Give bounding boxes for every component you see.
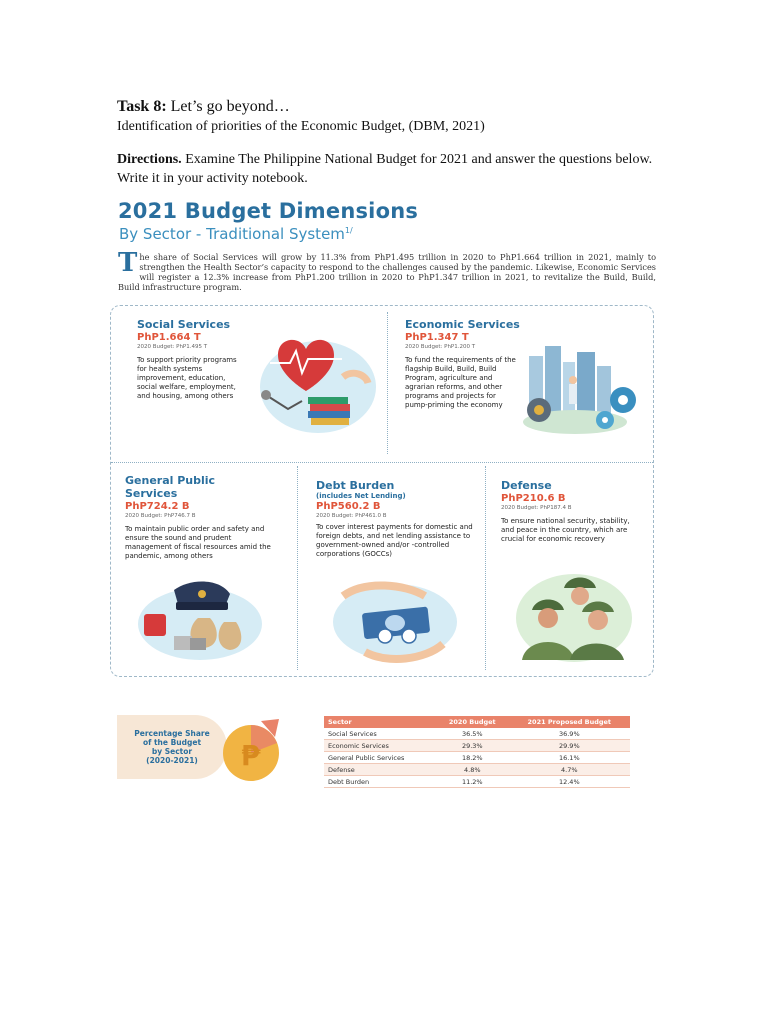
divider	[111, 462, 653, 463]
table-cell: 29.9%	[509, 740, 630, 752]
card-prev-budget: 2020 Budget: PhP1.200 T	[405, 344, 476, 350]
card-amount: PhP1.664 T	[137, 332, 201, 343]
card-amount: PhP1.347 T	[405, 332, 469, 343]
table-cell: 12.4%	[509, 776, 630, 788]
task-title: Task 8: Let’s go beyond…	[117, 98, 290, 115]
infrastructure-illustration	[515, 340, 647, 440]
card-amount: PhP560.2 B	[316, 501, 381, 512]
table-cell: 36.9%	[509, 728, 630, 740]
card-title: Debt Burden	[316, 479, 395, 492]
table-cell: Economic Services	[324, 740, 436, 752]
card-description: To support priority programs for health systems improvement, education, social welfare, employment, and housing, among others	[137, 356, 237, 400]
infographic-intro: The share of Social Services will grow by 11.3% from PhP1.495 trillion in 2020 to PhP1.664 trillion in 2021, mainly to strengthen the Health Sector’s capacity to respond to the challenges caused by the pandemic. Likewise, Economic Services will register a 12.3% increase from PhP1.200 trillion in 2020 to PhP1.347 trillion in 2021, to revitalize the Build, Build, Build infrastructure program.	[118, 248, 656, 292]
card-title: Social Services	[137, 318, 231, 331]
table-cell: 4.7%	[509, 764, 630, 776]
peso-coin-icon	[221, 715, 283, 787]
card-title: Economic Services	[405, 318, 520, 331]
money-hands-illustration	[325, 580, 465, 665]
percentage-share-block	[117, 715, 282, 787]
table-cell: Debt Burden	[324, 776, 436, 788]
divider	[297, 466, 298, 670]
health-education-illustration	[248, 325, 378, 440]
table-row	[324, 728, 630, 740]
card-general-public-services	[125, 474, 285, 561]
card-description: To cover interest payments for domestic and foreign debts, and net lending assistance to government-owned and/or -controlled corporations (GOCCs)	[316, 523, 473, 558]
card-description: To ensure national security, stability, and peace in the country, which are crucial for economic recovery	[501, 517, 630, 543]
table-cell: Social Services	[324, 728, 436, 740]
percentage-share-label: Percentage Share of the Budget by Sector (2020-2021)	[117, 715, 227, 779]
column-header: 2020 Budget	[436, 716, 509, 728]
table-cell: Defense	[324, 764, 436, 776]
infographic-title: 2021 Budget Dimensions	[118, 199, 419, 223]
table-cell: 36.5%	[436, 728, 509, 740]
table-header-row	[324, 716, 630, 728]
divider	[387, 312, 388, 454]
table-row	[324, 764, 630, 776]
infographic-subtitle: By Sector - Traditional System$^{1/}$	[119, 225, 353, 243]
svg-text:₱: ₱	[241, 739, 261, 772]
card-title: General Public Services	[125, 474, 216, 500]
soldiers-illustration	[508, 570, 640, 665]
task-header	[117, 98, 677, 135]
table-cell: 16.1%	[509, 752, 630, 764]
table-row	[324, 752, 630, 764]
card-prev-budget: 2020 Budget: PhP461.0 B	[316, 513, 387, 519]
directions: Directions. Examine The Philippine National Budget for 2021 and answer the questions below. Write it in your activity notebook.	[117, 152, 653, 186]
card-amount: PhP724.2 B	[125, 501, 190, 512]
table-cell: 11.2%	[436, 776, 509, 788]
card-description: To maintain public order and safety and ensure the sound and prudent management of fiscal resources amid the pandemic, among others	[125, 525, 271, 560]
card-economic-services	[405, 318, 520, 410]
card-debt-burden	[316, 479, 476, 559]
card-amount: PhP210.6 B	[501, 493, 566, 504]
card-prev-budget: 2020 Budget: PhP746.7 B	[125, 513, 196, 519]
table-cell: 18.2%	[436, 752, 509, 764]
table-cell: 4.8%	[436, 764, 509, 776]
card-prev-budget: 2020 Budget: PhP187.4 B	[501, 505, 572, 511]
public-order-illustration	[130, 580, 270, 662]
card-note: (includes Net Lending)	[316, 492, 406, 500]
card-title: Defense	[501, 479, 552, 492]
table-cell: General Public Services	[324, 752, 436, 764]
task-subtitle: Identification of priorities of the Economic Budget, (DBM, 2021)	[117, 119, 485, 134]
table-row	[324, 776, 630, 788]
column-header: Sector	[324, 716, 436, 728]
card-prev-budget: 2020 Budget: PhP1.495 T	[137, 344, 208, 350]
card-social-services	[137, 318, 247, 401]
table-row	[324, 740, 630, 752]
table-cell: 29.3%	[436, 740, 509, 752]
percentage-share-table	[324, 716, 630, 788]
card-description: To fund the requirements of the flagship Build, Build, Build Program, agriculture and agrarian reforms, and other programs and projects for pump-priming the economy	[405, 356, 516, 409]
card-defense	[501, 479, 636, 544]
divider	[485, 466, 486, 670]
drop-cap: T	[118, 248, 138, 278]
column-header: 2021 Proposed Budget	[509, 716, 630, 728]
